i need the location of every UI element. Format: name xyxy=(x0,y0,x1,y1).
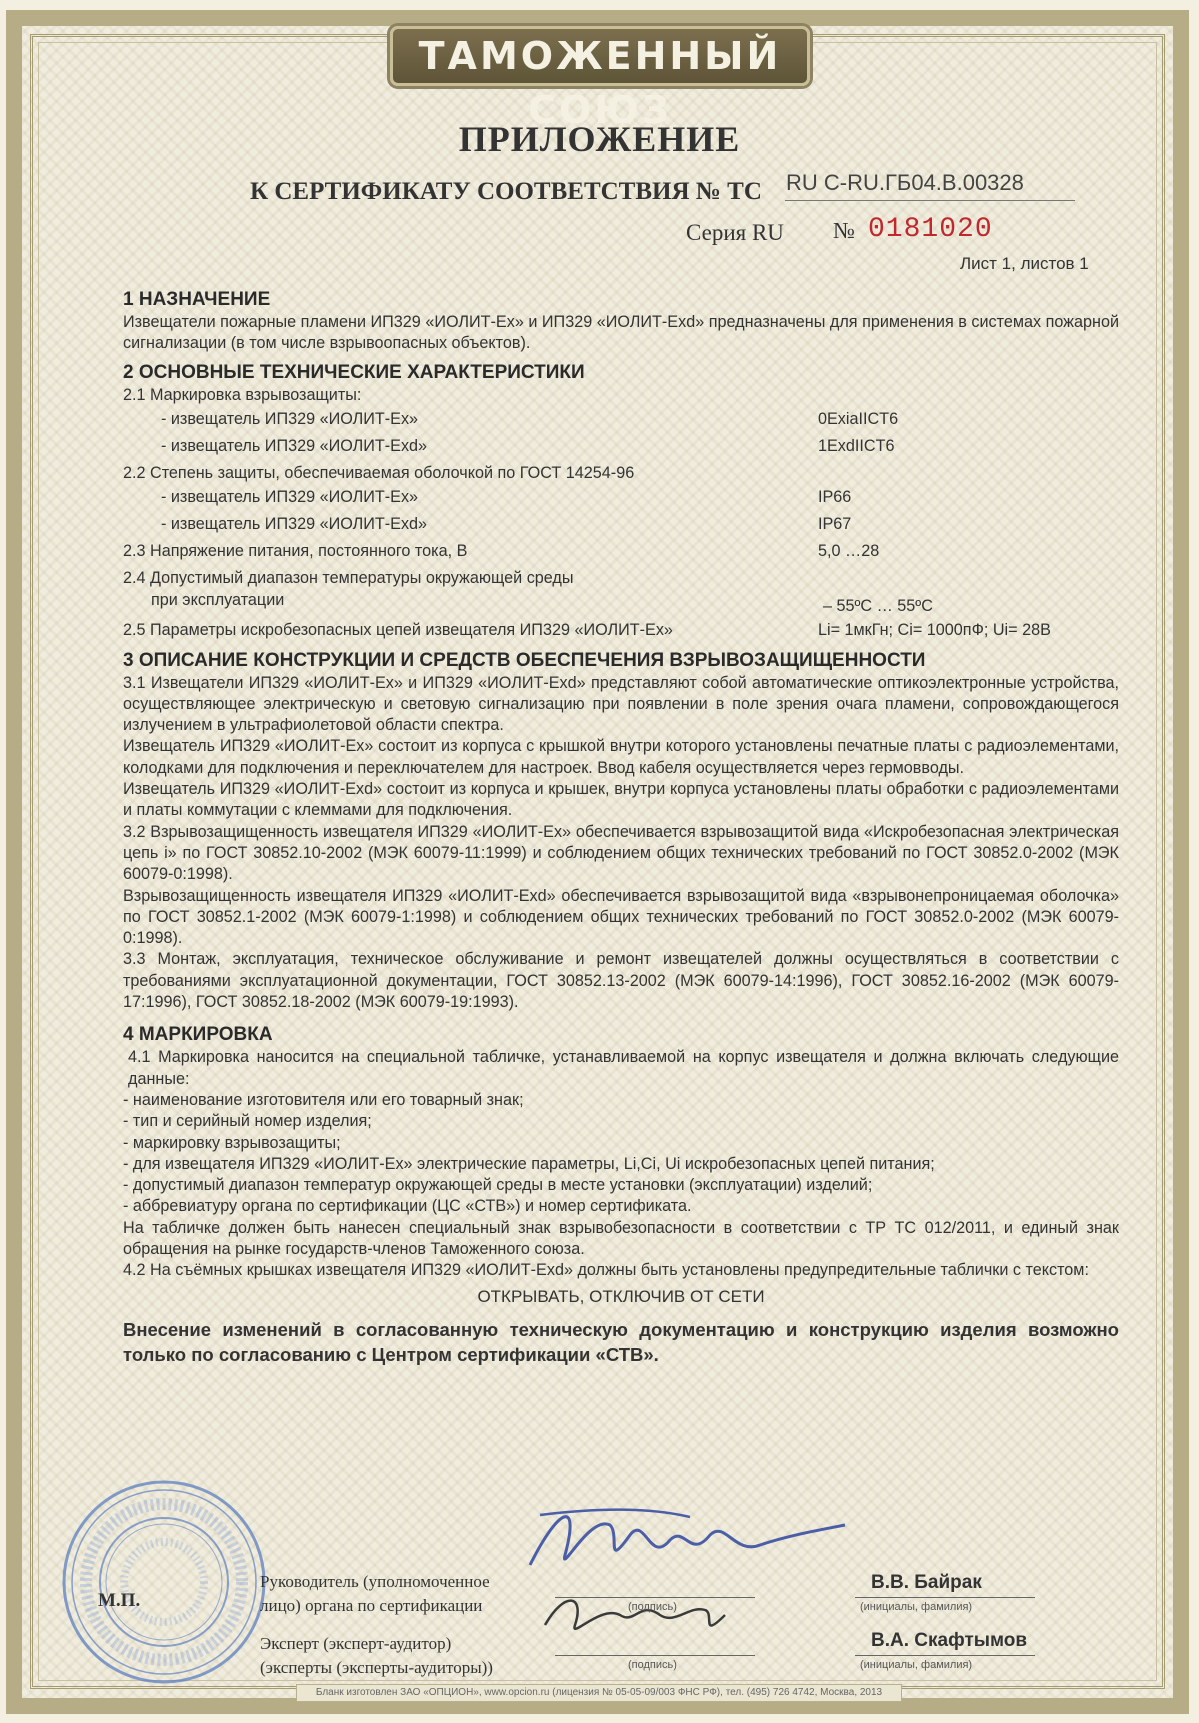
head-role: Руководитель (уполномоченное лицо) органа по сертификации xyxy=(260,1572,490,1615)
item-2-2: 2.2 Степень защиты, обеспечиваемая оболочкой по ГОСТ 14254-96 xyxy=(123,463,635,482)
section-3-1-exd-text: Извещатель ИП329 «ИОЛИТ-Exd» состоит из корпуса и крышек, внутри корпуса установлены платы обработки с радиоэлементами и платы коммутации с клеммами для подключения. xyxy=(123,780,1119,820)
certificate-number-underline xyxy=(785,200,1075,201)
section-1-heading: 1 НАЗНАЧЕНИЕ xyxy=(123,289,271,310)
list-item: - наименование изготовителя или его товарный знак; xyxy=(123,1090,524,1109)
expert-name-caption: (инициалы, фамилия) xyxy=(860,1659,973,1671)
section-4-1-text: 4.1 Маркировка наносится на специальной табличке, устанавливаемой на корпус извещателя и должна включать следующие данные: xyxy=(128,1048,1119,1088)
list-item: - тип и серийный номер изделия; xyxy=(123,1112,372,1131)
section-1-text: Извещатели пожарные пламени ИП329 «ИОЛИТ-Ex» и ИП329 «ИОЛИТ-Exd» предназначены для применения в системах пожарной сигнализации (в том числе взрывоопасных объектов). xyxy=(123,313,1119,353)
expert-name: В.А. Скафтымов xyxy=(871,1630,1028,1651)
series-number-label: № xyxy=(833,218,855,243)
section-3-heading: 3 ОПИСАНИЕ КОНСТРУКЦИИ И СРЕДСТВ ОБЕСПЕЧЕНИЯ ВЗРЫВОЗАЩИЩЕННОСТИ xyxy=(123,649,926,671)
series-number: 0181020 xyxy=(868,214,993,245)
stamp-place-label: М.П. xyxy=(98,1590,141,1611)
item-2-1-b: - извещатель ИП329 «ИОЛИТ-Exd» 1ExdIICT6 xyxy=(161,436,895,455)
section-3-1-text: 3.1 Извещатели ИП329 «ИОЛИТ-Ex» и ИП329 «ИОЛИТ-Exd» представляют собой автоматические оптикоэлектронные устройства, осуществляющее электрическую и световую сигнализацию при появлении в поле зрения очага пламени, сопровождающегося излучением в ультрафиолетовой области спектра. xyxy=(123,673,1119,735)
certificate-number: RU C-RU.ГБ04.В.00328 xyxy=(786,170,1024,195)
section-3-1-ex-text: Извещатель ИП329 «ИОЛИТ-Ex» состоит из корпуса с крышкой внутри которого установлены печатные платы с радиоэлементами, колодками для подключения и переключателем для настроек. Ввод кабеля осуществляется через гермовводы. xyxy=(123,737,1119,777)
customs-union-banner: ТАМОЖЕННЫЙ СОЮЗ xyxy=(390,26,810,86)
item-2-3: 2.3 Напряжение питания, постоянного тока, В 5,0 …28 xyxy=(123,541,880,560)
section-3-2-exd-text: Взрывозащищенность извещателя ИП329 «ИОЛИТ-Exd» обеспечивается взрывозащитой вида «взрывонепроницаемая оболочка» по ГОСТ 30852.1-2002 (МЭК 60079-1:1998) и соблюдением общих технических требований по ГОСТ 30852.0-2002 (МЭК 60079-0:1998). xyxy=(123,886,1119,948)
section-3-3-text: 3.3 Монтаж, эксплуатация, техническое обслуживание и ремонт извещателей должны осуществляться в соответствии с требованиями эксплуатационной документации, ГОСТ 30852.13-2002 (МЭК 60079-14:1996), ГОСТ 30852.16-2002 (МЭК 60079-17:1996), ГОСТ 30852.18-2002 (МЭК 60079-19:1993). xyxy=(123,950,1119,1012)
certification-seal-stamp xyxy=(58,1476,270,1688)
item-2-2-b: - извещатель ИП329 «ИОЛИТ-Exd» IP67 xyxy=(161,514,852,533)
section-4-heading: 4 МАРКИРОВКА xyxy=(123,1024,273,1046)
head-name-caption: (инициалы, фамилия) xyxy=(860,1601,973,1613)
page-title: ПРИЛОЖЕНИЕ xyxy=(458,119,741,159)
expert-name-line xyxy=(855,1655,1035,1656)
sheet-info: Лист 1, листов 1 xyxy=(960,254,1089,273)
section-2-heading: 2 ОСНОВНЫЕ ТЕХНИЧЕСКИЕ ХАРАКТЕРИСТИКИ xyxy=(123,361,585,383)
expert-signature-scribble xyxy=(540,1585,740,1645)
expert-signature-line xyxy=(555,1655,755,1656)
form-printer-footer: Бланк изготовлен ЗАО «ОПЦИОН», www.opcion.ru (лицензия № 05-05-09/003 ФНС РФ), тел. (495) 726 4742, Москва, 2013 xyxy=(296,1684,902,1702)
expert-role: Эксперт (эксперт-аудитор) (эксперты (эксперты-аудиторы)) xyxy=(260,1634,493,1677)
warning-text: ОТКРЫВАТЬ, ОТКЛЮЧИВ ОТ СЕТИ xyxy=(477,1286,765,1306)
list-item: - для извещателя ИП329 «ИОЛИТ-Ex» электрические параметры, Li,Ci, Ui искробезопасных цепей питания; xyxy=(123,1154,935,1173)
head-name-line xyxy=(855,1597,1035,1598)
series-label: Серия RU xyxy=(686,220,784,245)
subtitle: К СЕРТИФИКАТУ СООТВЕТСТВИЯ № ТС xyxy=(250,178,762,205)
head-signature-line xyxy=(555,1597,755,1598)
item-2-2-a: - извещатель ИП329 «ИОЛИТ-Ex» IP66 xyxy=(161,487,852,506)
list-item: - допустимый диапазон температур окружающей среды в месте установки (эксплуатации) изделий; xyxy=(123,1176,873,1195)
head-name: В.В. Байрак xyxy=(871,1572,982,1593)
item-2-5: 2.5 Параметры искробезопасных цепей извещателя ИП329 «ИОЛИТ-Ex» Li= 1мкГн; Ci= 1000пФ; Ui= 28В xyxy=(123,620,1051,639)
list-item: - аббревиатуру органа по сертификации (ЦС «СТВ») и номер сертификата. xyxy=(123,1197,692,1216)
section-3-2-text: 3.2 Взрывозащищенность извещателя ИП329 «ИОЛИТ-Ex» обеспечивается взрывозащитой вида «Искробезопасная электрическая цепь i» по ГОСТ 30852.10-2002 (МЭК 60079-11:1999) и соблюдением общих технических требований по ГОСТ 30852.0-2002 (МЭК 60079-0:1998). xyxy=(123,822,1119,884)
section-4-1-note: На табличке должен быть нанесен специальный знак взрывобезопасности в соответствии с ТР ТС 012/2011, и единый знак обращения на рынке государств-членов Таможенного союза. xyxy=(123,1218,1119,1259)
head-signature-scribble xyxy=(520,1495,850,1585)
amendment-note: Внесение изменений в согласованную техническую документацию и конструкцию изделия возможно только по согласованию с Центром сертификации «СТВ». xyxy=(123,1318,1119,1365)
item-2-4: 2.4 Допустимый диапазон температуры окружающей среды xyxy=(123,568,574,587)
section-4-2-text: 4.2 На съёмных крышках извещателя ИП329 «ИОЛИТ-Exd» должны быть установлены предупредительные таблички с текстом: xyxy=(123,1261,1089,1280)
item-2-1: 2.1 Маркировка взрывозащиты: xyxy=(123,385,362,404)
document-body xyxy=(123,286,1119,1367)
expert-signature-caption: (подпись) xyxy=(628,1659,677,1671)
head-signature-caption: (подпись) xyxy=(628,1601,677,1613)
list-item: - маркировку взрывозащиты; xyxy=(123,1133,341,1152)
item-2-4-cont: при эксплуатации – 55ºС … 55ºС xyxy=(151,590,933,615)
item-2-1-a: - извещатель ИП329 «ИОЛИТ-Ex» 0ExiaIICT6 xyxy=(161,409,899,428)
